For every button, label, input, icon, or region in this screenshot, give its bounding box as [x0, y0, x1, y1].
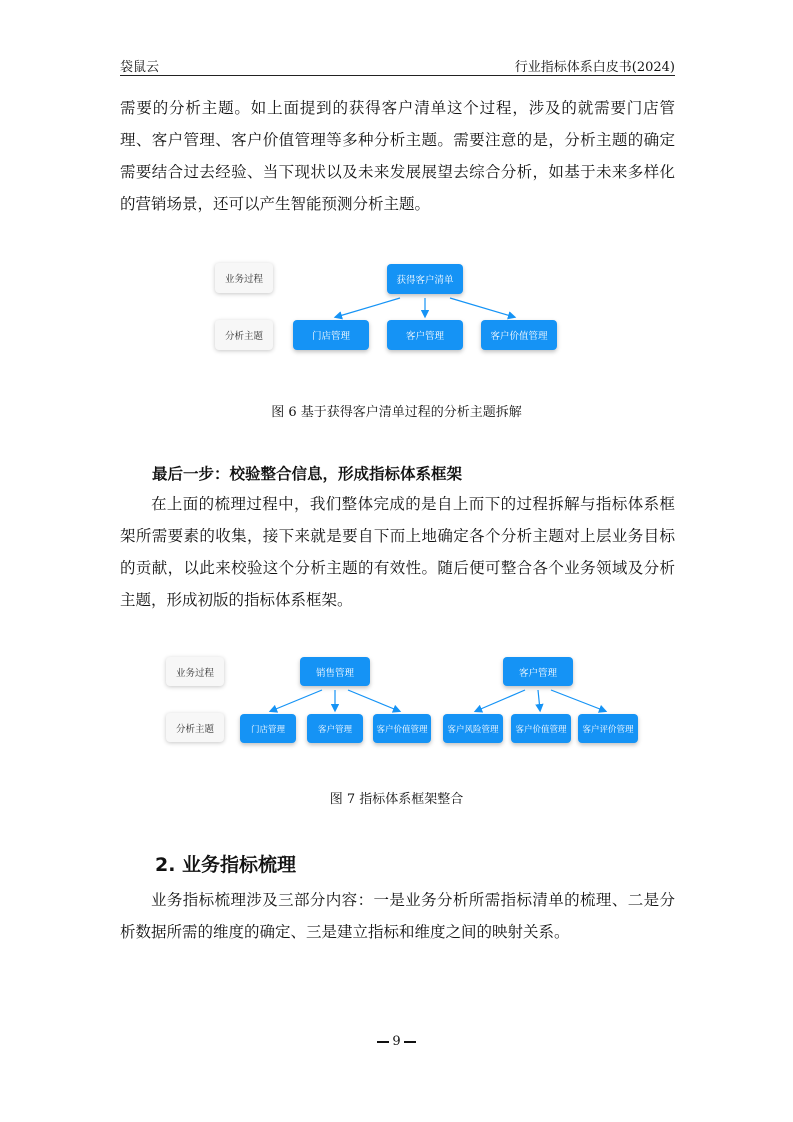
section-heading: 2. 业务指标梳理: [155, 854, 297, 876]
body-paragraph-3: 业务指标梳理涉及三部分内容：一是业务分析所需指标清单的梳理、二是分析数据所需的维度的确定、三是建立指标和维度之间的映射关系。: [120, 891, 675, 941]
figure-7-topic-box: 客户价值管理: [373, 714, 431, 743]
figure-6-label-process: 业务过程: [215, 263, 273, 293]
page-number-dash-right: [404, 1041, 416, 1043]
figure-6-label-topic: 分析主题: [215, 320, 273, 350]
figure-7-label-process: 业务过程: [166, 657, 224, 686]
figure-7-topic-box: 客户风险管理: [443, 714, 503, 743]
figure-7-label-topic: 分析主题: [166, 713, 224, 742]
figure-6-caption: 图 6 基于获得客户清单过程的分析主题拆解: [271, 405, 522, 420]
figure-6-topic-box: 门店管理: [293, 320, 369, 350]
body-paragraph-2: 在上面的梳理过程中，我们整体完成的是自上而下的过程拆解与指标体系框架所需要素的收集，接下来就是要自下而上地确定各个分析主题对上层业务目标的贡献，以此来校验这个分析主题的有效性。随后便可整合各个业务领域及分析主题，形成初版的指标体系框架。: [120, 495, 675, 609]
header-doc-title: 行业指标体系白皮书(2024): [514, 60, 675, 75]
figure-7-topic-box: 客户管理: [307, 714, 363, 743]
figure-6-topic-box: 客户管理: [387, 320, 463, 350]
page-number: [0, 1034, 793, 1049]
step-heading: 最后一步：校验整合信息，形成指标体系框架: [152, 465, 463, 483]
page-number-value: 9: [392, 1034, 401, 1049]
body-paragraph-1: 需要的分析主题。如上面提到的获得客户清单这个过程，涉及的就需要门店管理、客户管理、客户价值管理等多种分析主题。需要注意的是，分析主题的确定需要结合过去经验、当下现状以及未来发展展望去综合分析，如基于未来多样化的营销场景，还可以产生智能预测分析主题。: [120, 99, 675, 213]
figure-7-process-box: 客户管理: [503, 657, 573, 686]
figure-7-topic-box: 客户评价管理: [578, 714, 638, 743]
figure-7-caption: 图 7 指标体系框架整合: [329, 792, 464, 807]
header-brand: 袋鼠云: [120, 60, 160, 75]
figure-7-topic-box: 门店管理: [240, 714, 296, 743]
figure-7-topic-box: 客户价值管理: [511, 714, 571, 743]
figure-7-process-box: 销售管理: [300, 657, 370, 686]
page-number-dash-left: [377, 1041, 389, 1043]
figure-6-topic-box: 客户价值管理: [481, 320, 557, 350]
figure-6-process-box: 获得客户清单: [387, 264, 463, 294]
